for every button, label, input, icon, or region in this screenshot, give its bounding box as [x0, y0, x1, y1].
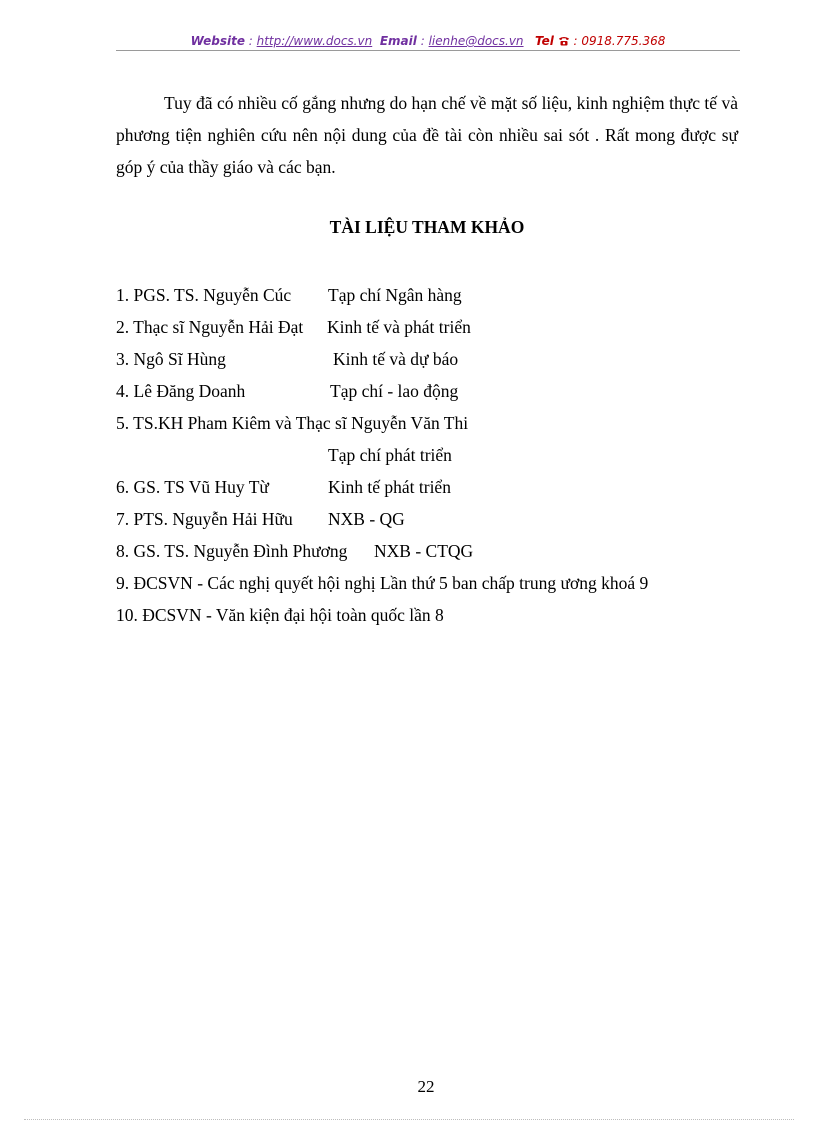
reference-item	[116, 471, 756, 503]
reference-item	[116, 503, 756, 535]
tel-separator: :	[569, 34, 582, 48]
reference-item	[116, 279, 756, 311]
reference-source: Kinh tế phát triển	[328, 477, 451, 497]
reference-item	[116, 311, 756, 343]
reference-source: Kinh tế và phát triển	[327, 317, 471, 337]
reference-item	[116, 375, 756, 407]
reference-author: 3. Ngô Sĩ Hùng	[116, 349, 226, 369]
tel-number: 0918.775.368	[581, 34, 666, 48]
email-link[interactable]: lienhe@docs.vn	[428, 34, 524, 48]
reference-author: 8. GS. TS. Nguyễn Đình Phương	[116, 541, 348, 561]
reference-author: 1. PGS. TS. Nguyễn Cúc	[116, 285, 292, 305]
reference-item	[116, 599, 756, 631]
website-label: Website	[190, 34, 245, 48]
reference-source: Tạp chí - lao động	[330, 381, 459, 401]
reference-list	[116, 279, 756, 631]
reference-author: 5. TS.KH Pham Kiêm và Thạc sĩ Nguyễn Văn Thi	[116, 413, 469, 433]
website-link[interactable]: http://www.docs.vn	[256, 34, 373, 48]
page-header	[116, 34, 740, 48]
reference-item	[116, 439, 756, 471]
reference-author: 10. ĐCSVN - Văn kiện đại hội toàn quốc lần 8	[116, 605, 444, 625]
references-title: TÀI LIỆU THAM KHẢO	[329, 217, 525, 237]
reference-author: 7. PTS. Nguyễn Hải Hữu	[116, 509, 293, 529]
email-separator: :	[416, 34, 429, 48]
reference-author: 2. Thạc sĩ Nguyễn Hải Đạt	[116, 317, 304, 337]
closing-paragraph: Tuy đã có nhiều cố gắng nhưng do hạn chế về mặt số liệu, kinh nghiệm thực tế và phương tiện nghiên cứu nên nội dung của đề tài còn nhiều sai sót . Rất mong được sự góp ý của thầy giáo và các bạn.	[116, 93, 738, 177]
phone-icon	[558, 34, 570, 48]
reference-item	[116, 567, 756, 599]
page-number: 22	[417, 1077, 435, 1096]
reference-source: Kinh tế và dự báo	[333, 349, 459, 369]
reference-source: NXB - QG	[328, 509, 405, 529]
reference-item	[116, 343, 756, 375]
reference-author: 9. ĐCSVN - Các nghị quyết hội nghị Lần thứ 5 ban chấp trung ương khoá 9	[116, 573, 649, 593]
email-label: Email	[379, 34, 417, 48]
reference-item	[116, 535, 756, 567]
reference-item	[116, 407, 756, 439]
reference-author: 4. Lê Đăng Doanh	[116, 381, 246, 401]
reference-author: 6. GS. TS Vũ Huy Từ	[116, 477, 269, 497]
website-separator: :	[244, 34, 257, 48]
tel-label: Tel	[535, 34, 554, 48]
reference-source: NXB - CTQG	[374, 541, 474, 561]
header-divider	[116, 50, 740, 51]
reference-source: Tạp chí phát triển	[328, 445, 452, 465]
reference-source: Tạp chí Ngân hàng	[328, 285, 462, 305]
footer-divider	[24, 1119, 794, 1120]
